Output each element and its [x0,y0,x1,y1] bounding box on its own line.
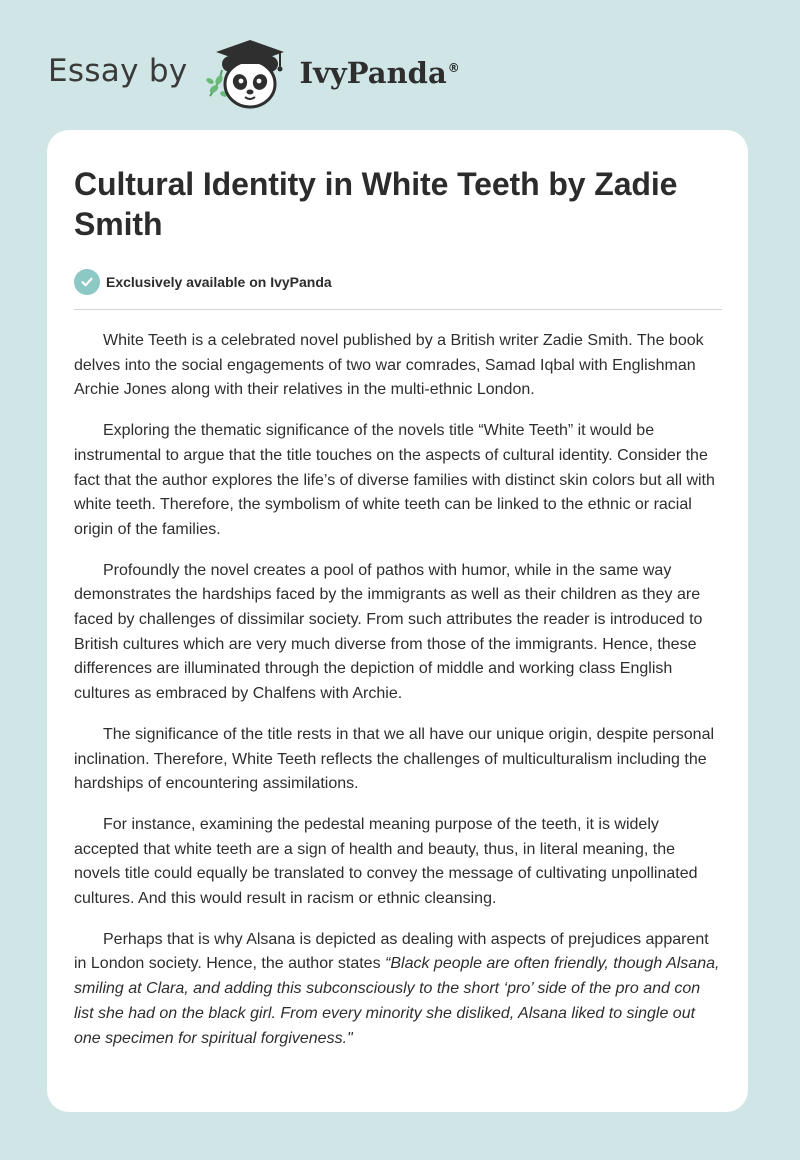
panda-graduate-icon[interactable] [200,34,296,114]
essay-by-label: Essay by [48,53,188,89]
divider [74,309,722,310]
brand-name[interactable] [300,56,460,90]
essay-paragraph-1: White Teeth is a celebrated novel published by a British writer Zadie Smith. The book delves into the social engagements of two war comrades, Samad Iqbal with Englishman Archie Jones along with their relatives in the multi-ethnic London. [74,332,704,399]
site-header [48,34,460,114]
essay-paragraph-5: For instance, examining the pedestal meaning purpose of the teeth, it is widely accepted that white teeth are a sign of health and beauty, thus, in literal meaning, the novels title could equally be translated to convey the message of cultivating unpollinated cultures. And this would result in racism or ethnic cleansing. [74,815,698,908]
essay-quote: “Black people are often friendly, though Alsana, smiling at Clara, and adding this subconsciously to the short ‘pro’ side of the pro and con list she had on the black girl. From every minority she disliked, Alsana liked to single out one specimen for spiritual forgiveness." [74,955,720,1047]
essay-paragraph-3: Profoundly the novel creates a pool of pathos with humor, while in the same way demonstrates the hardships faced by the immigrants as well as their children as they are faced by challenges of dissimilar society. From such attributes the reader is introduced to British cultures which are very much diverse from those of the immigrants. Hence, these differences are illuminated through the depiction of middle and working class English cultures as embraced by Chalfens with Archie. [74,561,703,703]
exclusive-badge-text: Exclusively available on IvyPanda [106,274,332,290]
essay-paragraph-6-text: Perhaps that is why Alsana is depicted as dealing with aspects of prejudices apparent in London society. Hence, the author states [74,930,709,973]
essay-card [47,130,748,1112]
essay-title: Cultural Identity in White Teeth by Zadie Smith [74,166,678,242]
exclusive-badge [74,269,722,295]
check-circle-icon [74,269,100,295]
essay-paragraph-4: The significance of the title rests in that we all have our unique origin, despite personal inclination. Therefore, White Teeth reflects the challenges of multiculturalism including the hardships of encountering assimilations. [74,725,715,793]
essay-paragraph-2: Exploring the thematic significance of the novels title “White Teeth” it would be instrumental to argue that the title touches on the aspects of cultural identity. Consider the fact that the author explores the life’s of diverse families with distinct skin colors but all with white teeth. Therefore, the symbolism of white teeth can be linked to the ethnic or racial origin of the families. [74,422,715,538]
brand-name-text: IvyPanda [299,56,447,90]
essay-paragraph-6 [74,928,722,1052]
registered-mark: ® [447,61,460,76]
